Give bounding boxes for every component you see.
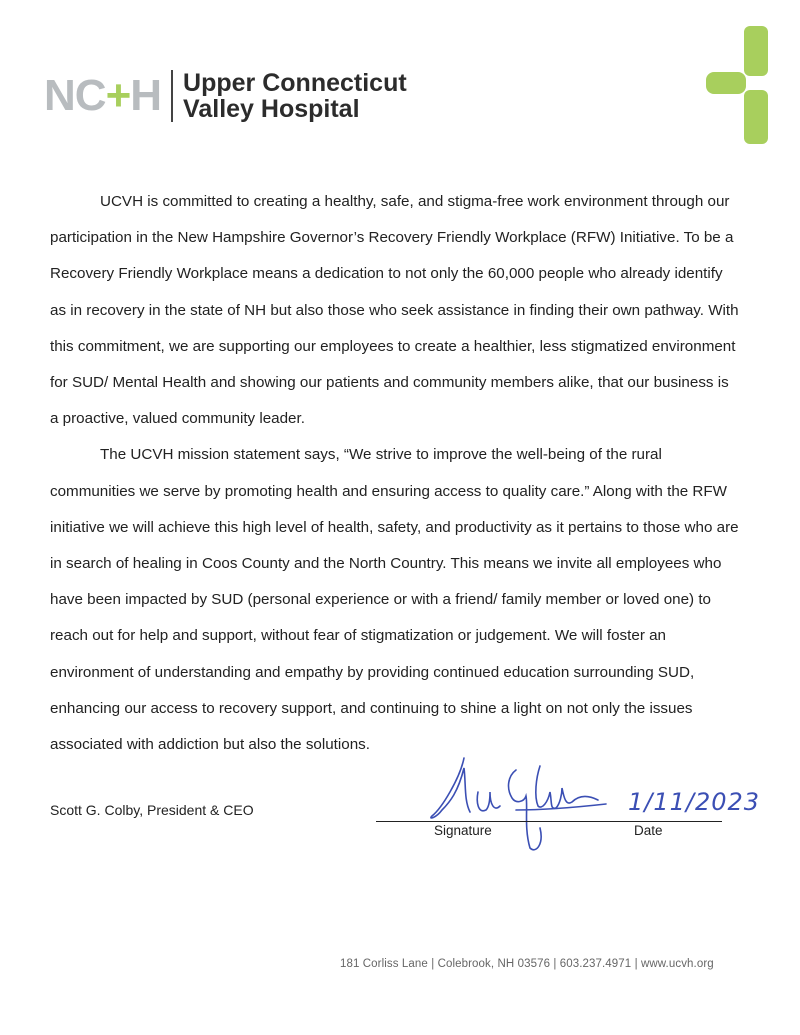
logo-mark-right: H [130,71,162,120]
logo-mark-plus: + [105,71,131,120]
signature-label: Signature [434,823,492,838]
body-paragraph-1: UCVH is committed to creating a healthy, safe, and stigma-free work environment through our participation in the New Hampshire Governor’s Recovery Friendly Workplace (RFW) Initiative. To be a Recovery Friendly Workplace means a dedication to not only the 60,000 people who already identify as in recovery in the state of NH but also those who seek assistance in finding their own pathway. With this commitment, we are supporting our employees to create a healthier, less stigmatized environment for SUD/ Mental Health and showing our patients and community members alike, that our business is a proactive, valued community leader. [50,193,739,428]
hospital-name-line1: Upper Connecticut [183,69,407,97]
logo-mark-left: NC [44,71,106,120]
signer-name: Scott G. Colby, President & CEO [50,802,254,818]
handwritten-date: 1/11/2023 [628,788,761,816]
handwritten-signature [420,748,610,854]
footer-contact: 181 Corliss Lane | Colebrook, NH 03576 | 603.237.4971 | www.ucvh.org [340,958,714,970]
date-label: Date [634,823,663,838]
hospital-name [183,70,407,122]
hospital-name-line2: Valley Hospital [183,95,360,123]
body-paragraph-2: The UCVH mission statement says, “We strive to improve the well-being of the rural communities we serve by promoting health and ensuring access to quality care.” Along with the RFW initiative we will achieve this high level of health, safety, and productivity as it pertains to those who are in search of healing in Coos County and the North Country. This means we invite all employees who have been impacted by SUD (personal experience or with a friend/ family member or loved one) to reach out for help and support, without fear of stigmatization or judgement. We will foster an environment of understanding and empathy by providing continued education surrounding SUD, enhancing our access to recovery support, and continuing to shine a light on not only the issues associated with addiction but also the solutions. [50,446,739,754]
green-cross-icon [706,26,770,144]
nch-logo-mark [44,71,162,120]
hospital-logo [44,64,407,128]
signature-line [376,821,722,822]
letter-body [50,184,740,763]
logo-divider [171,70,173,122]
